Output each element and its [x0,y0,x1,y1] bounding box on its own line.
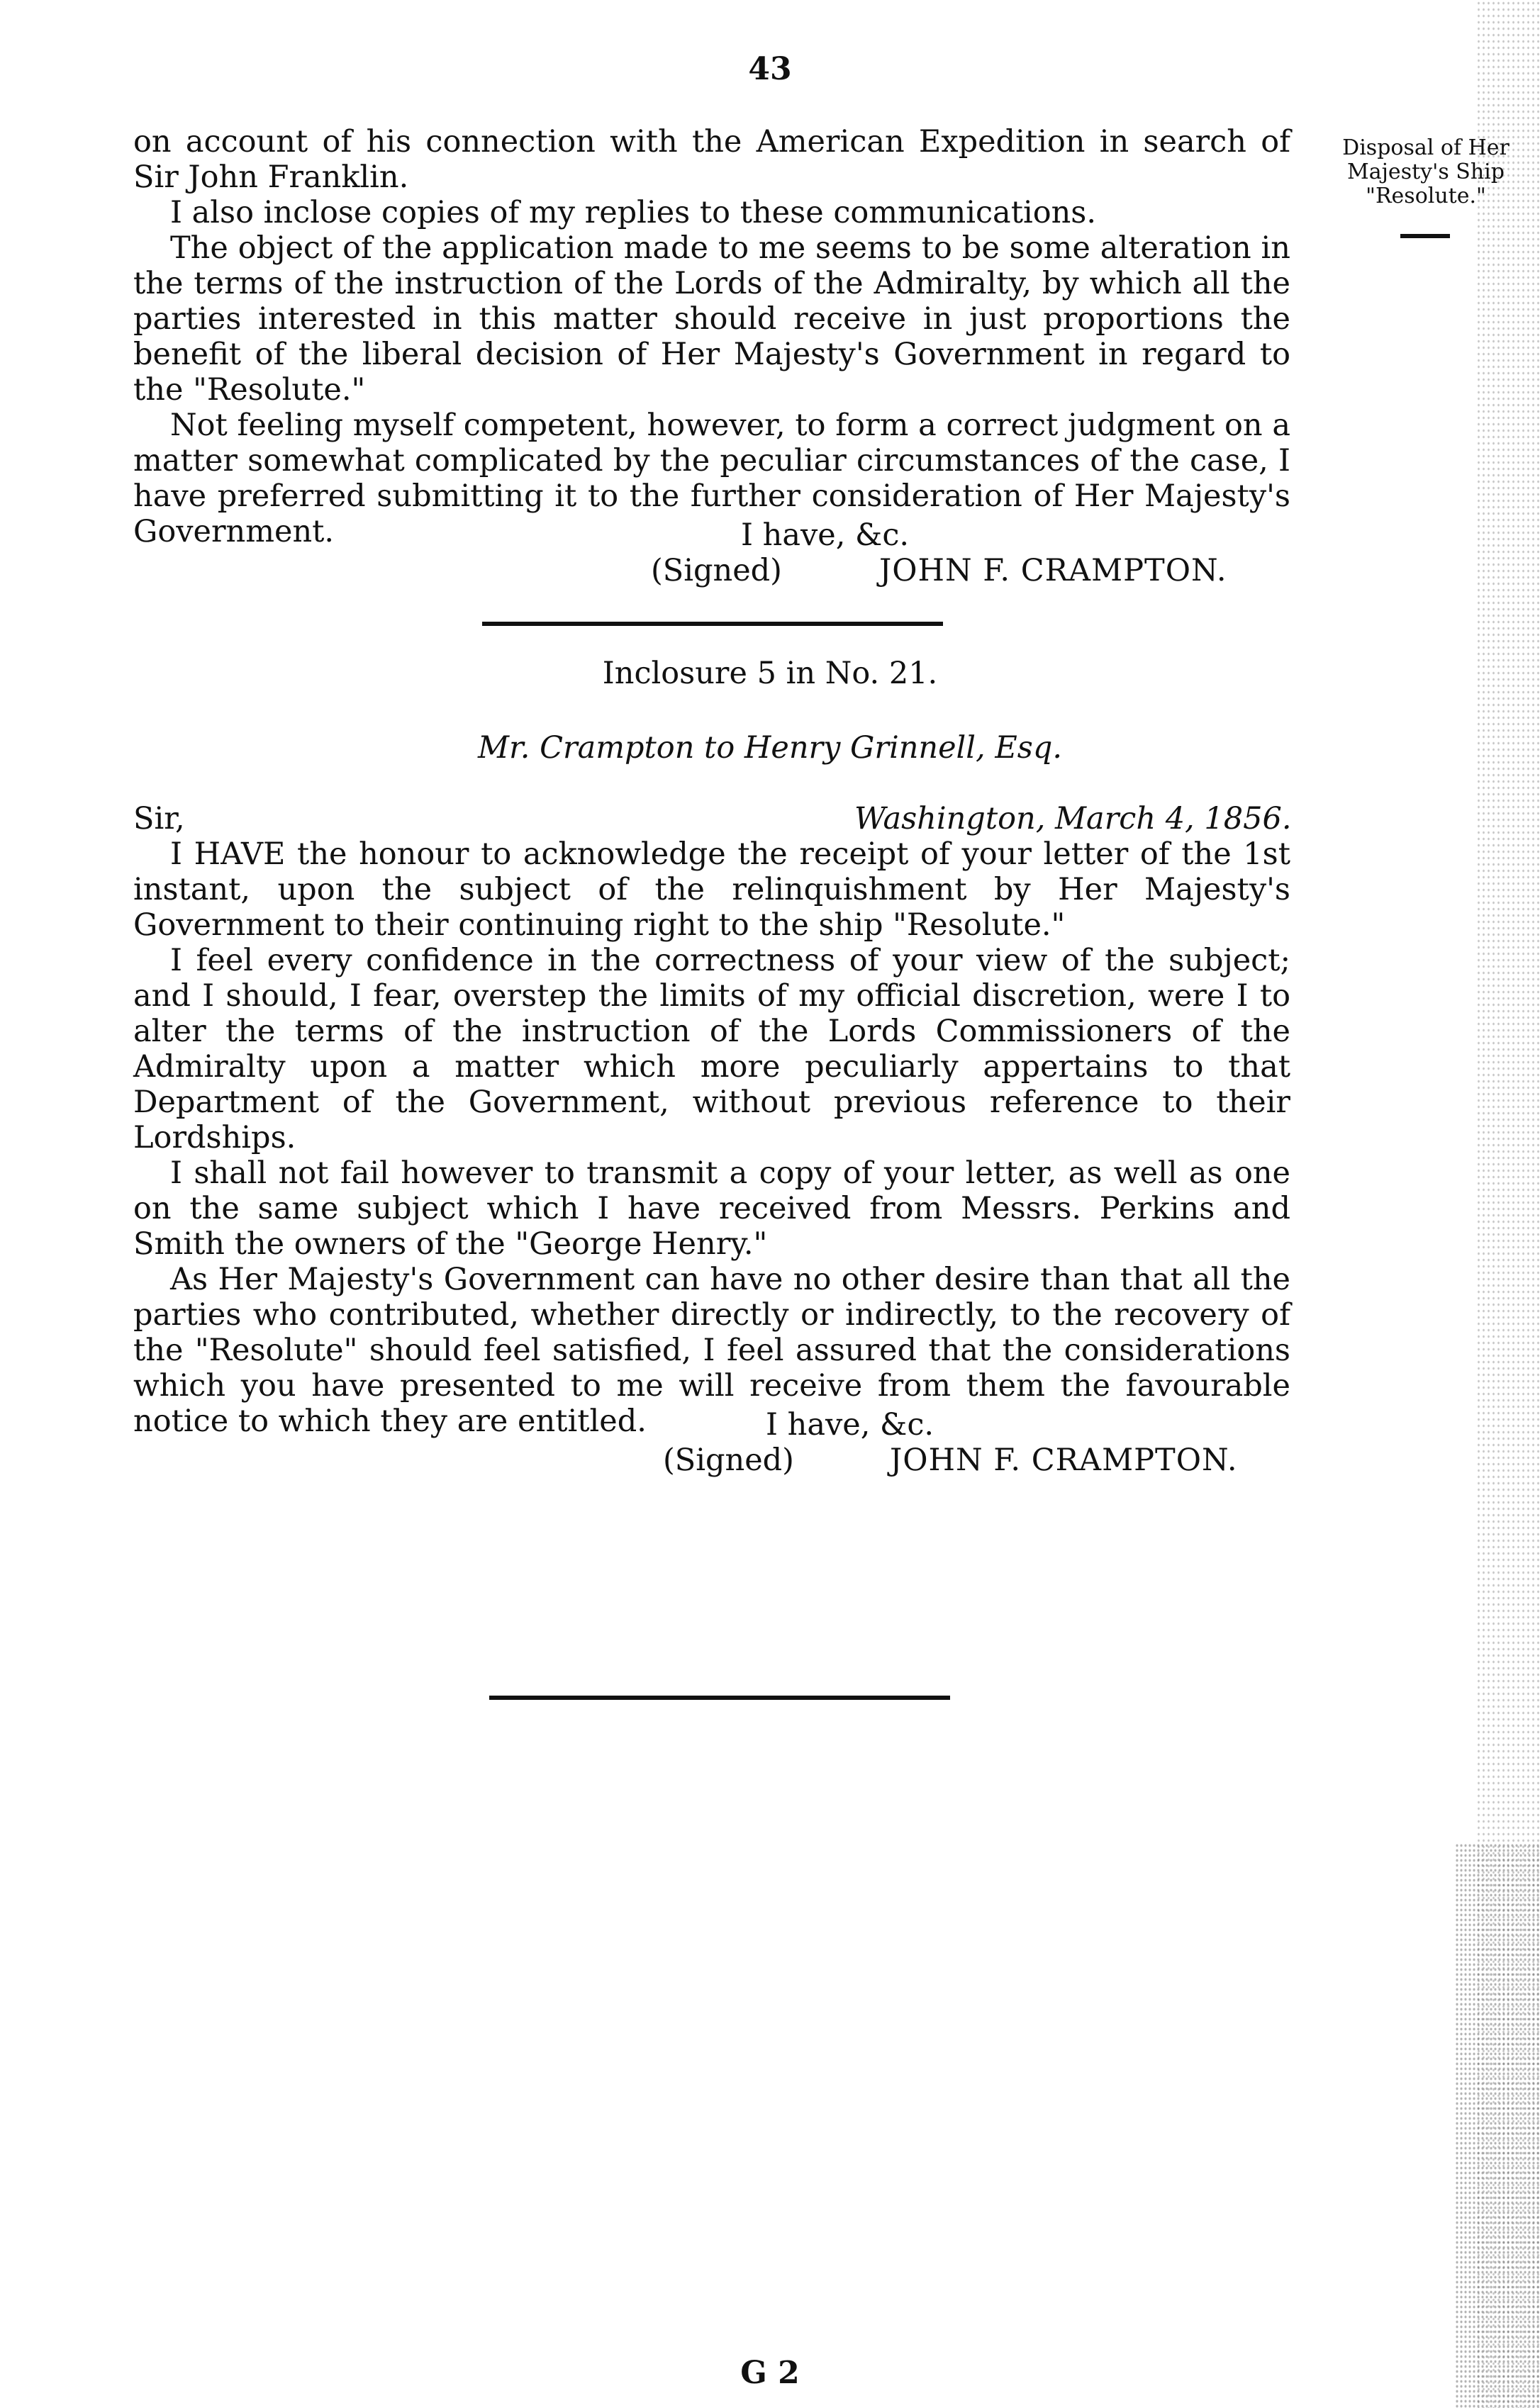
letter2-signed: (Signed) [663,1443,794,1478]
letter2-paragraph-3: I shall not fail however to transmit a copy of your letter, as well as one on the same subject which I have received from Messrs. Perkins and Smith the owners of the "George Henry." [133,1155,1290,1262]
letter2-title: Mr. Crampton to Henry Grinnell, Esq. [477,730,1063,766]
section-divider [482,622,943,626]
letter2-paragraph-2: I feel every confidence in the correctness of your view of the subject; and I should, I fear, overstep the limits of my official discretion, were I to alter the terms of the instruction of the Lords Commissioners of the Admiralty upon a matter which more peculiarly appertains to that Department of the Government, without previous reference to their Lordships. [133,943,1290,1155]
letter2-paragraph-1: I HAVE the honour to acknowledge the receipt of your letter of the 1st instant, upon the subject of the relinquishment by Her Majesty's Government to their continuing right to the ship "Resolute." [133,836,1290,943]
letter1-paragraph-3: The object of the application made to me seems to be some alteration in the terms of the instruction of the Lords of the Admiralty, by which all the parties interested in this matter should receive in just proportions the benefit of the liberal decision of Her Majesty's Government in regard to the "Resolute." [133,230,1290,408]
letter2-body [133,836,1290,1439]
letter1-signed: (Signed) [651,553,782,588]
letter2-dateline: Washington, March 4, 1856. [854,801,1292,836]
letter1-signature: JOHN F. CRAMPTON. [879,553,1227,588]
end-divider [489,1696,950,1700]
margin-note: Disposal of Her Majesty's Ship "Resolute." [1342,135,1510,208]
letter2-signature: JOHN F. CRAMPTON. [890,1443,1238,1478]
margin-note-rule [1400,234,1450,238]
letter1-paragraph-4: Not feeling myself competent, however, to form a correct judgment on a matter somewhat complicated by the peculiar circumstances of the case, I have preferred submitting it to the further consideration of Her Majesty's Government. [133,408,1290,549]
letter1-paragraph-1: on account of his connection with the American Expedition in search of Sir John Franklin. [133,124,1290,195]
inclosure-heading: Inclosure 5 in No. 21. [602,656,938,691]
scan-speckle-corner [1455,1843,1540,2408]
page-number: 43 [748,51,792,87]
letter2-paragraph-4: As Her Majesty's Government can have no other desire than that all the parties who contributed, whether directly or indirectly, to the recovery of the "Resolute" should feel satisfied, I feel assured that the considerations which you have presented to me will receive from them the favourable notice to which they are entitled. [133,1262,1290,1439]
letter1-body [133,124,1290,549]
letter2-salutation: Sir, [133,801,185,836]
letter1-paragraph-2: I also inclose copies of my replies to these communications. [170,195,1097,230]
letter2-closing: I have, &c. [766,1407,934,1443]
signature-mark: G 2 [740,2355,800,2391]
letter1-closing: I have, &c. [741,517,910,553]
